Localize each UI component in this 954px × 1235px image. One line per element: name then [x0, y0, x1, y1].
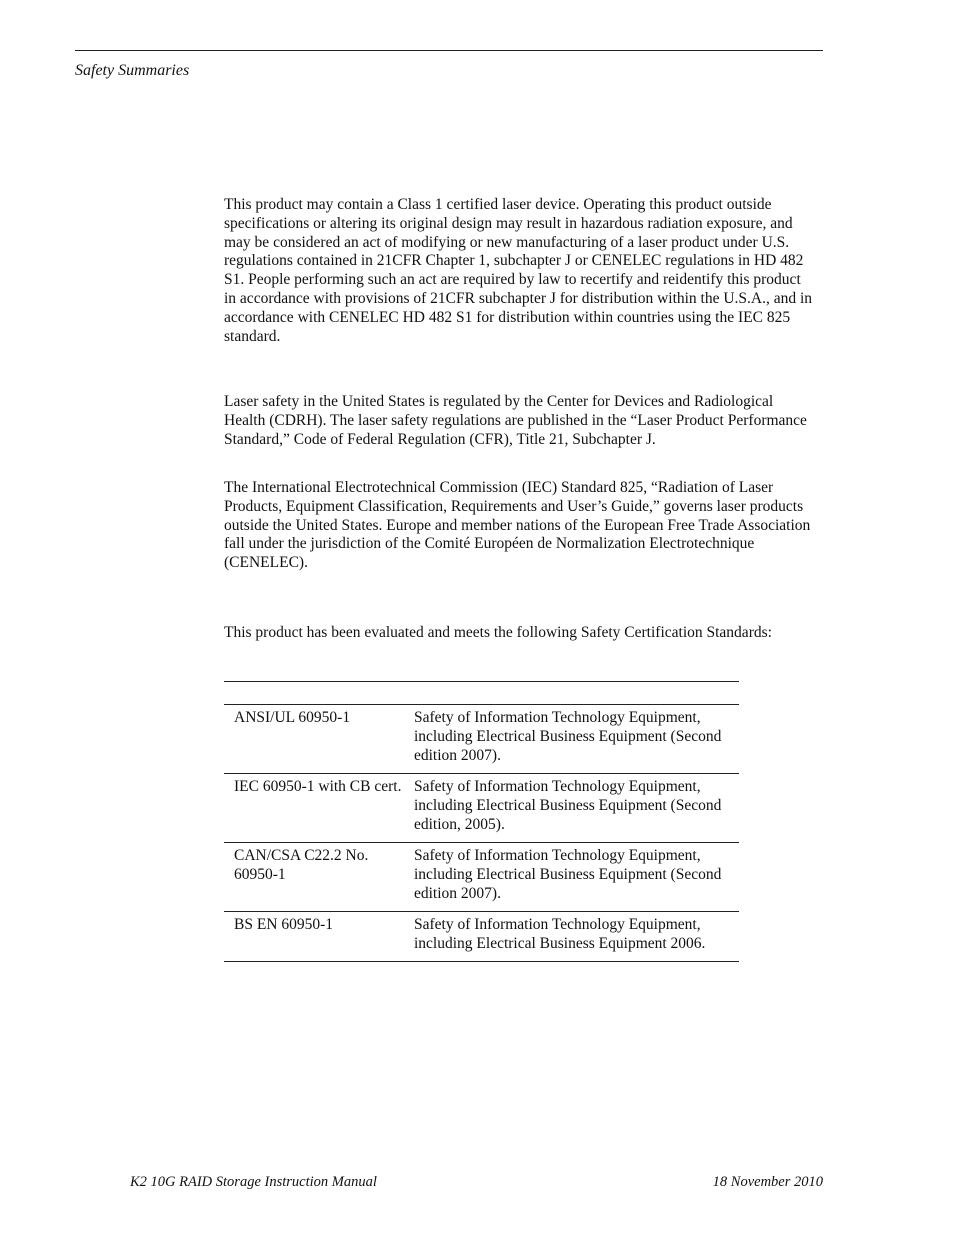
standard-cell: ANSI/UL 60950-1 — [234, 709, 351, 726]
laser-us-paragraph: Laser safety in the United States is regulated by the Center for Devices and Radiological Health (CDRH). The laser safety regulations are published in the “Laser Product Performance Standard,” Code of Federal Regulation (CFR), Title 21, Subchapter J. — [224, 393, 807, 448]
standards-table — [224, 681, 739, 962]
table-row — [224, 705, 739, 774]
standard-cell: BS EN 60950-1 — [234, 916, 334, 933]
description-cell: Safety of Information Technology Equipment, including Electrical Business Equipment 2006. — [414, 916, 706, 952]
laser-compliance-paragraph: This product may contain a Class 1 certified laser device. Operating this product outside specifications or altering its original design may result in hazardous radiation exposure, and may be considered an act of modifying or new manufacturing of a laser product under U.S. regulations contained in 21CFR Chapter 1, subchapter J or CENELEC regulations in HD 482 S1. People performing such an act are required by law to recertify and reidentify this product in accordance with provisions of 21CFR subchapter J for distribution within the U.S.A., and in accordance with CENELEC HD 482 S1 for distribution within countries using the IEC 825 standard. — [224, 196, 813, 345]
section-title: Safety Summaries — [75, 62, 190, 79]
laser-international-paragraph: The International Electrotechnical Commission (IEC) Standard 825, “Radiation of Laser Products, Equipment Classification, Requirements and User’s Guide,” governs laser products outside the United States. Europe and member nations of the European Free Trade Association fall under the jurisdiction of the Comité Européen de Normalization Electrotechnique (CENELEC). — [224, 479, 811, 572]
standard-cell: IEC 60950-1 with CB cert. — [234, 778, 402, 795]
footer-date: 18 November 2010 — [712, 1174, 823, 1190]
standard-cell: CAN/CSA C22.2 No. 60950-1 — [234, 847, 369, 883]
table-row — [224, 843, 739, 912]
table-top-rule — [224, 681, 739, 682]
table-row — [224, 912, 739, 962]
description-cell: Safety of Information Technology Equipment, including Electrical Business Equipment (Second edition, 2005). — [414, 778, 722, 833]
header-rule — [75, 50, 823, 51]
description-cell: Safety of Information Technology Equipment, including Electrical Business Equipment (Second edition 2007). — [414, 709, 722, 764]
table-row — [224, 774, 739, 843]
certification-intro-paragraph: This product has been evaluated and meets the following Safety Certification Standards: — [224, 624, 772, 641]
footer-manual-title: K2 10G RAID Storage Instruction Manual — [130, 1174, 377, 1190]
description-cell: Safety of Information Technology Equipment, including Electrical Business Equipment (Second edition 2007). — [414, 847, 722, 902]
